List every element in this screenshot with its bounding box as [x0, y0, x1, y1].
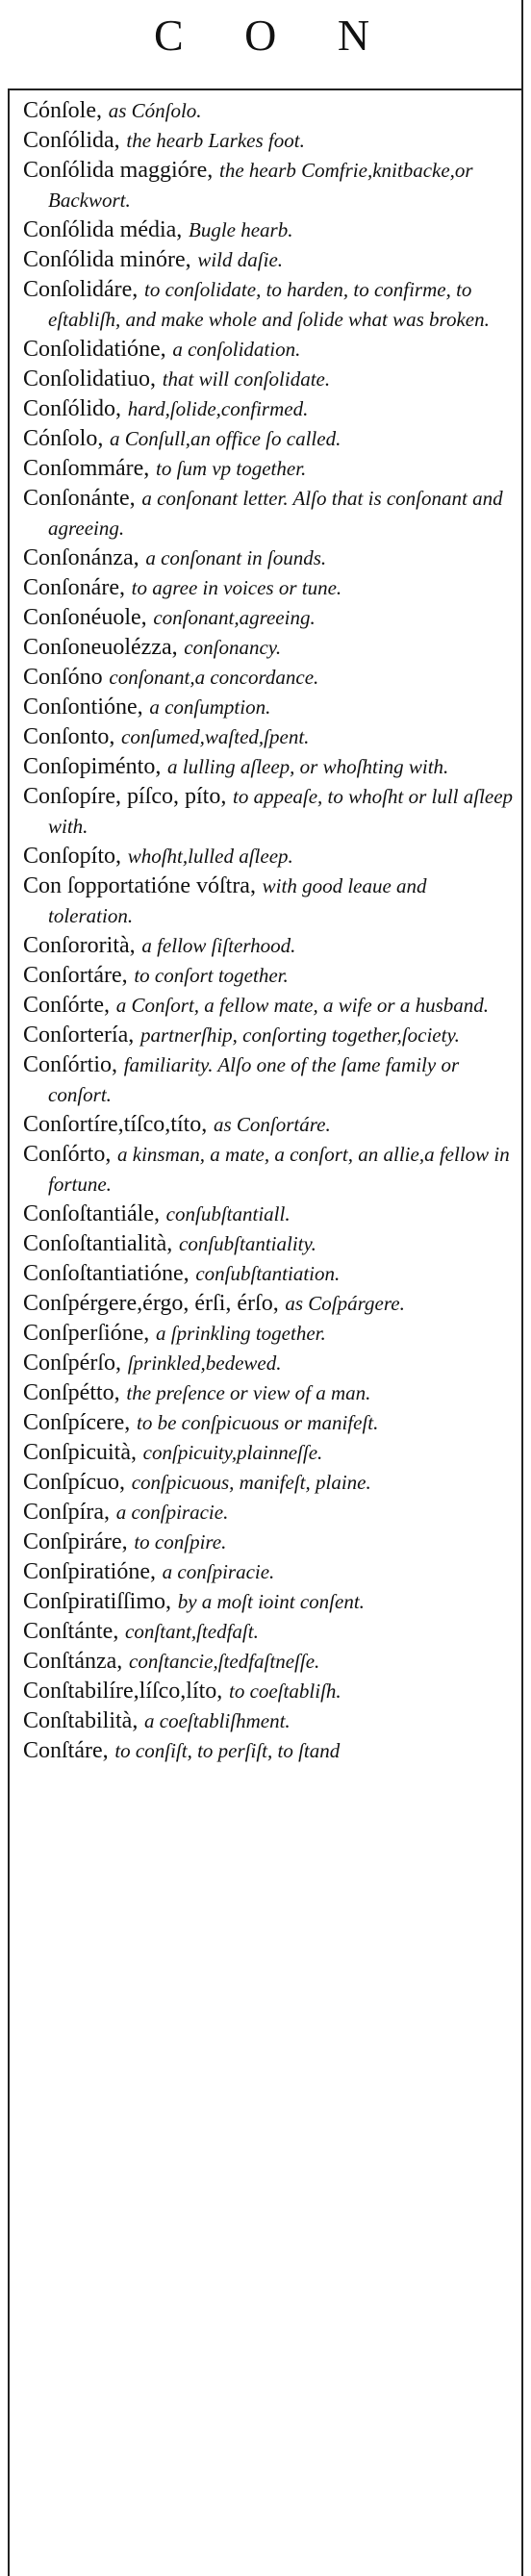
dictionary-entry: [23, 484, 516, 543]
dictionary-entry: [23, 1468, 516, 1498]
entry-headword: Conſperſióne,: [23, 1321, 150, 1346]
entry-definition: conſonancy.: [184, 636, 282, 659]
dictionary-entry: [23, 991, 516, 1021]
dictionary-entry: [23, 633, 516, 663]
entry-definition: conſpicuous, manifeſt, plaine.: [131, 1471, 371, 1494]
dictionary-entry: [23, 1587, 516, 1617]
entry-headword: Conſpiráre,: [23, 1529, 128, 1554]
entry-headword: Conſoſtantialità,: [23, 1231, 173, 1256]
entry-headword: Conſororità,: [23, 933, 136, 958]
entry-headword: Cónſolo,: [23, 426, 104, 451]
dictionary-entry: [23, 961, 516, 991]
entry-headword: Conſórto,: [23, 1142, 112, 1167]
entry-headword: Conſommáre,: [23, 456, 150, 481]
entry-definition: a Conſort, a fellow mate, a wife or a husband.: [115, 994, 490, 1017]
entry-definition: the hearb Comfrie,knitbacke,or Backwort.: [48, 159, 473, 212]
dictionary-entry: [23, 842, 516, 871]
entry-definition: conſubſtantiall.: [165, 1202, 291, 1225]
dictionary-entry: [23, 1706, 516, 1736]
entry-definition: wild daſie.: [197, 248, 284, 271]
dictionary-entry: [23, 126, 516, 156]
entry-definition: conſonant,agreeing.: [153, 606, 316, 629]
dictionary-entry: [23, 215, 516, 245]
entry-headword: Conſórtio,: [23, 1052, 118, 1077]
entry-definition: to conſolidate, to harden, to confirme, to eſtabliſh, and make whole and ſolide what was broken.: [48, 278, 490, 331]
entry-headword: Conſólida minóre,: [23, 247, 191, 272]
dictionary-entry: [23, 1378, 516, 1408]
dictionary-entry: [23, 1438, 516, 1468]
entry-headword: Conſólida maggióre,: [23, 158, 214, 183]
dictionary-entry: [23, 722, 516, 752]
entry-definition: to coeſtabliſh.: [229, 1679, 341, 1703]
entry-headword: Conſóno: [23, 665, 103, 690]
entry-definition: conſtant,ſtedfaſt.: [125, 1620, 259, 1643]
entry-definition: ſprinkled,bedewed.: [127, 1351, 282, 1375]
entry-definition: to conſpire.: [134, 1530, 227, 1553]
entry-definition: hard,ſolide,confirmed.: [127, 397, 309, 420]
dictionary-entry: [23, 1140, 516, 1200]
entry-definition: partnerſhip, conſorting together,ſociety.: [140, 1023, 460, 1047]
entry-headword: Conſtánte,: [23, 1619, 119, 1644]
left-rule: [8, 88, 10, 2576]
entry-headword: Conſoſtantiále,: [23, 1201, 160, 1226]
entry-definition: that will conſolidate.: [162, 367, 331, 391]
entry-definition: as Conſortáre.: [214, 1113, 331, 1136]
entry-definition: the preſence or view of a man.: [126, 1381, 371, 1404]
entry-headword: Conſólido,: [23, 396, 122, 421]
entry-headword: Conſolidáre,: [23, 277, 139, 302]
entry-headword: Conſpétto,: [23, 1380, 120, 1405]
entry-headword: Conſortería,: [23, 1023, 135, 1048]
entry-headword: Conſolidatiuo,: [23, 366, 156, 391]
dictionary-entry: [23, 782, 516, 842]
entry-definition: a Conſull,an office ſo called.: [110, 427, 341, 450]
entry-definition: a conſonant in ſounds.: [145, 546, 327, 569]
entry-definition: a conſpiracie.: [162, 1560, 275, 1583]
dictionary-entry: [23, 424, 516, 454]
entry-headword: Conſórte,: [23, 993, 110, 1018]
dictionary-entry: [23, 1498, 516, 1528]
entry-definition: whoſht,lulled aſleep.: [127, 845, 293, 868]
entry-definition: to agree in voices or tune.: [131, 576, 342, 599]
dictionary-entry: [23, 1617, 516, 1647]
entry-headword: Conſpiratiſſimo,: [23, 1589, 171, 1614]
entry-definition: a ſprinkling together.: [156, 1322, 326, 1345]
entry-definition: a lulling aſleep, or whoſhting with.: [167, 755, 449, 778]
entry-definition: a conſumption.: [149, 695, 271, 719]
entry-headword: Conſortáre,: [23, 963, 128, 988]
entry-definition: a kinsman, a mate, a conſort, an allie,a fellow in fortune.: [48, 1143, 510, 1196]
dictionary-entry: [23, 1677, 516, 1706]
entry-headword: Conſopíto,: [23, 844, 122, 869]
entry-headword: Conſpérgere,érgo, érſi, érſo,: [23, 1291, 279, 1316]
dictionary-entry: [23, 663, 516, 693]
entry-headword: Conſpiratióne,: [23, 1559, 156, 1584]
entry-headword: Conſpicuità,: [23, 1440, 137, 1465]
entry-headword: Cónſole,: [23, 98, 102, 123]
entry-headword: Conſpíra,: [23, 1500, 110, 1525]
entry-headword: Conſonánte,: [23, 486, 136, 511]
top-rule: [8, 88, 523, 90]
dictionary-entry: [23, 245, 516, 275]
entry-definition: by a moſt ioint conſent.: [177, 1590, 365, 1613]
entry-definition: conſubſtantiation.: [195, 1262, 341, 1285]
dictionary-entry: [23, 156, 516, 215]
entry-definition: to appeaſe, to whoſht or lull aſleep with.: [48, 785, 514, 838]
entry-headword: Conſtabilíre,líſco,líto,: [23, 1679, 223, 1704]
entry-definition: Bugle hearb.: [189, 218, 293, 241]
entry-headword: Conſpérſo,: [23, 1351, 121, 1376]
dictionary-entry: [23, 335, 516, 365]
entry-definition: a conſpiracie.: [115, 1501, 229, 1524]
dictionary-entry: [23, 1528, 516, 1557]
entry-definition: a coeſtabliſhment.: [144, 1709, 291, 1732]
entry-headword: Conſpícuo,: [23, 1470, 125, 1495]
dictionary-entry: [23, 1408, 516, 1438]
dictionary-entry: [23, 1289, 516, 1319]
dictionary-entry: [23, 1229, 516, 1259]
entry-headword: Conſtáre,: [23, 1738, 109, 1763]
dictionary-entry: [23, 1259, 516, 1289]
dictionary-entry: [23, 931, 516, 961]
dictionary-entry: [23, 1647, 516, 1677]
entry-headword: Conſonto,: [23, 724, 115, 749]
entry-definition: conſubſtantiality.: [179, 1232, 316, 1255]
entry-headword: Con ſopportatióne vóſtra,: [23, 873, 256, 898]
entry-definition: the hearb Larkes foot.: [126, 129, 305, 152]
entry-definition: a conſonant letter. Alſo that is conſonant and agreeing.: [48, 487, 503, 540]
dictionary-entry: [23, 1200, 516, 1229]
entry-headword: Conſolidatióne,: [23, 337, 166, 362]
entry-headword: Conſontióne,: [23, 695, 143, 720]
right-rule: [521, 0, 523, 2576]
entry-headword: Conſtánza,: [23, 1649, 123, 1674]
dictionary-entry: [23, 454, 516, 484]
entry-definition: as Cónſolo.: [108, 99, 202, 122]
entry-definition: a conſolidation.: [172, 338, 301, 361]
dictionary-entry: [23, 365, 516, 394]
entry-headword: Conſólida média,: [23, 217, 183, 242]
entry-definition: with good leaue and toleration.: [48, 874, 427, 927]
entry-definition: conſonant,a concordance.: [109, 666, 319, 689]
entry-headword: Conſólida,: [23, 128, 120, 153]
entry-definition: to conſiſt, to perſiſt, to ſtand: [114, 1739, 341, 1762]
dictionary-entry: [23, 1050, 516, 1110]
dictionary-entry: [23, 1319, 516, 1349]
dictionary-entry: [23, 275, 516, 335]
dictionary-entry: [23, 573, 516, 603]
dictionary-entry: [23, 1557, 516, 1587]
entry-headword: Conſtabilità,: [23, 1708, 139, 1733]
page-header: C O N: [153, 11, 395, 60]
entry-list: [23, 96, 516, 1766]
entry-definition: to conſort together.: [134, 964, 289, 987]
dictionary-entry: [23, 871, 516, 931]
dictionary-entry: [23, 394, 516, 424]
dictionary-entry: [23, 1110, 516, 1140]
entry-headword: Conſonánza,: [23, 545, 139, 570]
entry-headword: Conſoſtantiatióne,: [23, 1261, 190, 1286]
entry-headword: Conſopíre, píſco, píto,: [23, 784, 227, 809]
entry-definition: as Coſpárgere.: [285, 1292, 405, 1315]
entry-definition: familiarity. Alſo one of the ſame family or conſort.: [48, 1053, 460, 1106]
dictionary-entry: [23, 96, 516, 126]
dictionary-entry: [23, 752, 516, 782]
entry-definition: conſpicuity,plainneſſe.: [142, 1441, 323, 1464]
entry-definition: to be conſpicuous or manifeſt.: [136, 1411, 379, 1434]
entry-headword: Conſonáre,: [23, 575, 125, 600]
entry-headword: Conſpícere,: [23, 1410, 131, 1435]
entry-headword: Conſoneuolézza,: [23, 635, 178, 660]
dictionary-entry: [23, 543, 516, 573]
entry-headword: Conſortíre,tíſco,títo,: [23, 1112, 208, 1137]
entry-headword: Conſonéuole,: [23, 605, 147, 630]
dictionary-entry: [23, 693, 516, 722]
dictionary-entry: [23, 1349, 516, 1378]
entry-definition: conſtancie,ſtedfaſtneſſe.: [129, 1650, 320, 1673]
dictionary-entry: [23, 603, 516, 633]
dictionary-entry: [23, 1021, 516, 1050]
entry-definition: a fellow ſiſterhood.: [141, 934, 296, 957]
entry-definition: conſumed,waſted,ſpent.: [121, 725, 310, 748]
entry-headword: Conſopiménto,: [23, 754, 162, 779]
entry-definition: to ſum vp together.: [156, 457, 307, 480]
dictionary-entry: [23, 1736, 516, 1766]
